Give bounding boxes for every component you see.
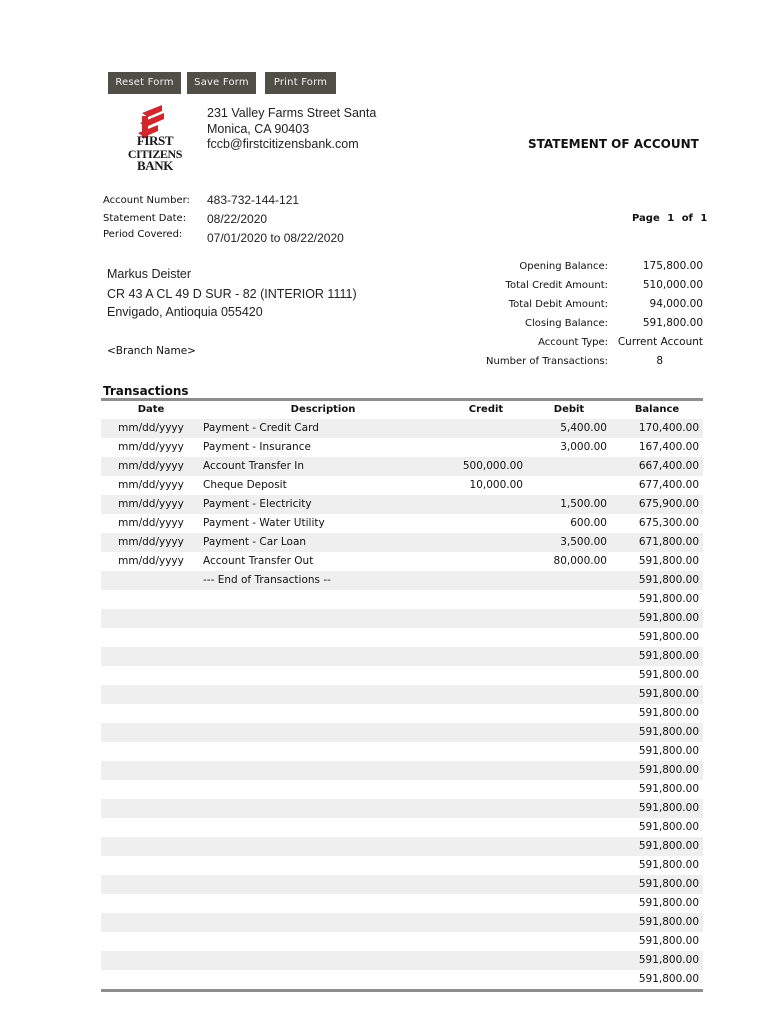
- table-row: [101, 932, 703, 951]
- row-balance[interactable]: 671,800.00: [638, 536, 699, 548]
- row-description[interactable]: Payment - Insurance: [203, 441, 311, 453]
- table-row: [101, 875, 703, 894]
- table-row: [101, 856, 703, 875]
- row-debit[interactable]: 3,500.00: [560, 536, 607, 548]
- table-row: [101, 704, 703, 723]
- row-balance[interactable]: 591,800.00: [638, 973, 699, 985]
- row-description[interactable]: Account Transfer Out: [203, 555, 314, 567]
- account-number-label: Account Number:: [103, 195, 190, 206]
- row-debit[interactable]: 600.00: [570, 517, 607, 529]
- table-row: [101, 457, 703, 476]
- table-row: [101, 723, 703, 742]
- row-balance[interactable]: 591,800.00: [638, 878, 699, 890]
- bank-address-line1: 231 Valley Farms Street Santa: [207, 106, 377, 120]
- logo-text-citizens: CITIZENS: [127, 147, 183, 161]
- table-row: [101, 837, 703, 856]
- row-date[interactable]: mm/dd/yyyy: [118, 536, 184, 548]
- table-row: [101, 533, 703, 552]
- table-row: [101, 913, 703, 932]
- total-debit-value: 94,000.00: [649, 298, 703, 310]
- table-row: [101, 761, 703, 780]
- row-balance[interactable]: 591,800.00: [638, 802, 699, 814]
- row-debit[interactable]: 3,000.00: [560, 441, 607, 453]
- table-row: [101, 571, 703, 590]
- row-date[interactable]: mm/dd/yyyy: [118, 517, 184, 529]
- period-covered-label: Period Covered:: [103, 229, 183, 240]
- row-balance[interactable]: 170,400.00: [638, 422, 699, 434]
- table-row: [101, 685, 703, 704]
- bank-address-line2: Monica, CA 90403: [207, 122, 310, 136]
- row-balance[interactable]: 667,400.00: [638, 460, 699, 472]
- row-balance[interactable]: 675,900.00: [638, 498, 699, 510]
- transactions-section-title: Transactions: [103, 384, 189, 398]
- row-balance[interactable]: 591,800.00: [638, 612, 699, 624]
- row-debit[interactable]: 1,500.00: [560, 498, 607, 510]
- customer-address-line1[interactable]: CR 43 A CL 49 D SUR - 82 (INTERIOR 1111): [107, 287, 357, 301]
- row-balance[interactable]: 591,800.00: [638, 859, 699, 871]
- row-balance[interactable]: 591,800.00: [638, 669, 699, 681]
- table-row: [101, 419, 703, 438]
- table-row: [101, 894, 703, 913]
- row-debit[interactable]: 5,400.00: [560, 422, 607, 434]
- account-number-field[interactable]: 483-732-144-121: [207, 193, 300, 207]
- table-row: [101, 742, 703, 761]
- row-balance[interactable]: 591,800.00: [638, 916, 699, 928]
- table-row: [101, 951, 703, 970]
- customer-address-line2[interactable]: Envigado, Antioquia 055420: [107, 305, 263, 319]
- table-row: [101, 476, 703, 495]
- branch-name-field[interactable]: <Branch Name>: [107, 345, 196, 357]
- row-balance[interactable]: 591,800.00: [638, 897, 699, 909]
- account-type-value: Current Account: [617, 336, 703, 348]
- account-type-label: Account Type:: [538, 337, 608, 348]
- print-form-button[interactable]: Print Form: [265, 72, 336, 94]
- row-description[interactable]: Payment - Car Loan: [203, 536, 307, 548]
- table-row: [101, 799, 703, 818]
- transactions-header-row: [101, 401, 703, 419]
- row-date[interactable]: mm/dd/yyyy: [118, 460, 184, 472]
- opening-balance-value: 175,800.00: [642, 260, 703, 272]
- table-row: [101, 495, 703, 514]
- row-description[interactable]: Payment - Water Utility: [203, 517, 325, 529]
- table-row: [101, 628, 703, 647]
- row-balance[interactable]: 591,800.00: [638, 555, 699, 567]
- row-date[interactable]: mm/dd/yyyy: [118, 498, 184, 510]
- row-balance[interactable]: 591,800.00: [638, 935, 699, 947]
- header-debit: Debit: [553, 404, 585, 415]
- statement-title: STATEMENT OF ACCOUNT: [528, 137, 699, 151]
- header-balance: Balance: [634, 404, 680, 415]
- row-description[interactable]: Cheque Deposit: [203, 479, 287, 491]
- statement-date-field[interactable]: 08/22/2020: [207, 212, 268, 226]
- header-date: Date: [137, 404, 165, 415]
- row-balance[interactable]: 591,800.00: [638, 650, 699, 662]
- table-row: [101, 514, 703, 533]
- total-credit-value: 510,000.00: [642, 279, 703, 291]
- table-row: [101, 647, 703, 666]
- page-label: Page: [632, 213, 660, 224]
- table-row: [101, 666, 703, 685]
- row-description[interactable]: Account Transfer In: [203, 460, 305, 472]
- transactions-body: [101, 419, 703, 989]
- total-debit-label: Total Debit Amount:: [508, 299, 608, 310]
- logo-text-first: FIRST: [136, 133, 174, 148]
- header-description: Description: [290, 404, 356, 415]
- row-balance[interactable]: 591,800.00: [638, 840, 699, 852]
- row-date[interactable]: mm/dd/yyyy: [118, 479, 184, 491]
- row-balance[interactable]: 591,800.00: [638, 954, 699, 966]
- opening-balance-label: Opening Balance:: [519, 261, 608, 272]
- row-balance[interactable]: 591,800.00: [638, 593, 699, 605]
- page-total: 1: [700, 213, 708, 224]
- row-balance[interactable]: 591,800.00: [638, 574, 699, 586]
- period-covered-field[interactable]: 07/01/2020 to 08/22/2020: [207, 231, 344, 245]
- table-row: [101, 609, 703, 628]
- row-balance[interactable]: 591,800.00: [638, 745, 699, 757]
- row-credit[interactable]: 500,000.00: [462, 460, 523, 472]
- customer-name-field[interactable]: Markus Deister: [107, 267, 192, 281]
- table-row: [101, 818, 703, 837]
- logo-text-bank: BANK: [137, 158, 173, 173]
- row-balance[interactable]: 675,300.00: [638, 517, 699, 529]
- row-balance[interactable]: 591,800.00: [638, 821, 699, 833]
- table-row: [101, 438, 703, 457]
- row-credit[interactable]: 10,000.00: [469, 479, 523, 491]
- page-number: 1: [667, 213, 675, 224]
- row-balance[interactable]: 591,800.00: [638, 631, 699, 643]
- total-credit-label: Total Credit Amount:: [505, 280, 608, 291]
- row-debit[interactable]: 80,000.00: [553, 555, 607, 567]
- header-credit: Credit: [468, 404, 504, 415]
- closing-balance-value: 591,800.00: [642, 317, 703, 329]
- row-balance[interactable]: 591,800.00: [638, 726, 699, 738]
- bank-email: fccb@firstcitizensbank.com: [207, 137, 359, 151]
- table-row: [101, 780, 703, 799]
- table-row: [101, 970, 703, 989]
- row-description[interactable]: Payment - Credit Card: [203, 422, 319, 434]
- row-balance[interactable]: 167,400.00: [638, 441, 699, 453]
- table-row: [101, 552, 703, 571]
- reset-form-button[interactable]: Reset Form: [108, 72, 181, 94]
- row-balance[interactable]: 677,400.00: [638, 479, 699, 491]
- row-balance[interactable]: 591,800.00: [638, 783, 699, 795]
- page-of: of: [681, 213, 693, 224]
- row-description[interactable]: --- End of Transactions --: [203, 574, 331, 586]
- row-date[interactable]: mm/dd/yyyy: [118, 422, 184, 434]
- row-balance[interactable]: 591,800.00: [638, 688, 699, 700]
- transaction-count-label: Number of Transactions:: [486, 356, 608, 367]
- save-form-button[interactable]: Save Form: [187, 72, 256, 94]
- table-row: [101, 590, 703, 609]
- row-date[interactable]: mm/dd/yyyy: [118, 441, 184, 453]
- row-balance[interactable]: 591,800.00: [638, 707, 699, 719]
- statement-date-label: Statement Date:: [103, 213, 187, 224]
- closing-balance-label: Closing Balance:: [525, 318, 608, 329]
- transactions-table: [101, 398, 703, 992]
- row-description[interactable]: Payment - Electricity: [203, 498, 312, 510]
- page-indicator: [632, 213, 707, 224]
- row-balance[interactable]: 591,800.00: [638, 764, 699, 776]
- row-date[interactable]: mm/dd/yyyy: [118, 555, 184, 567]
- transaction-count-value: 8: [656, 355, 663, 367]
